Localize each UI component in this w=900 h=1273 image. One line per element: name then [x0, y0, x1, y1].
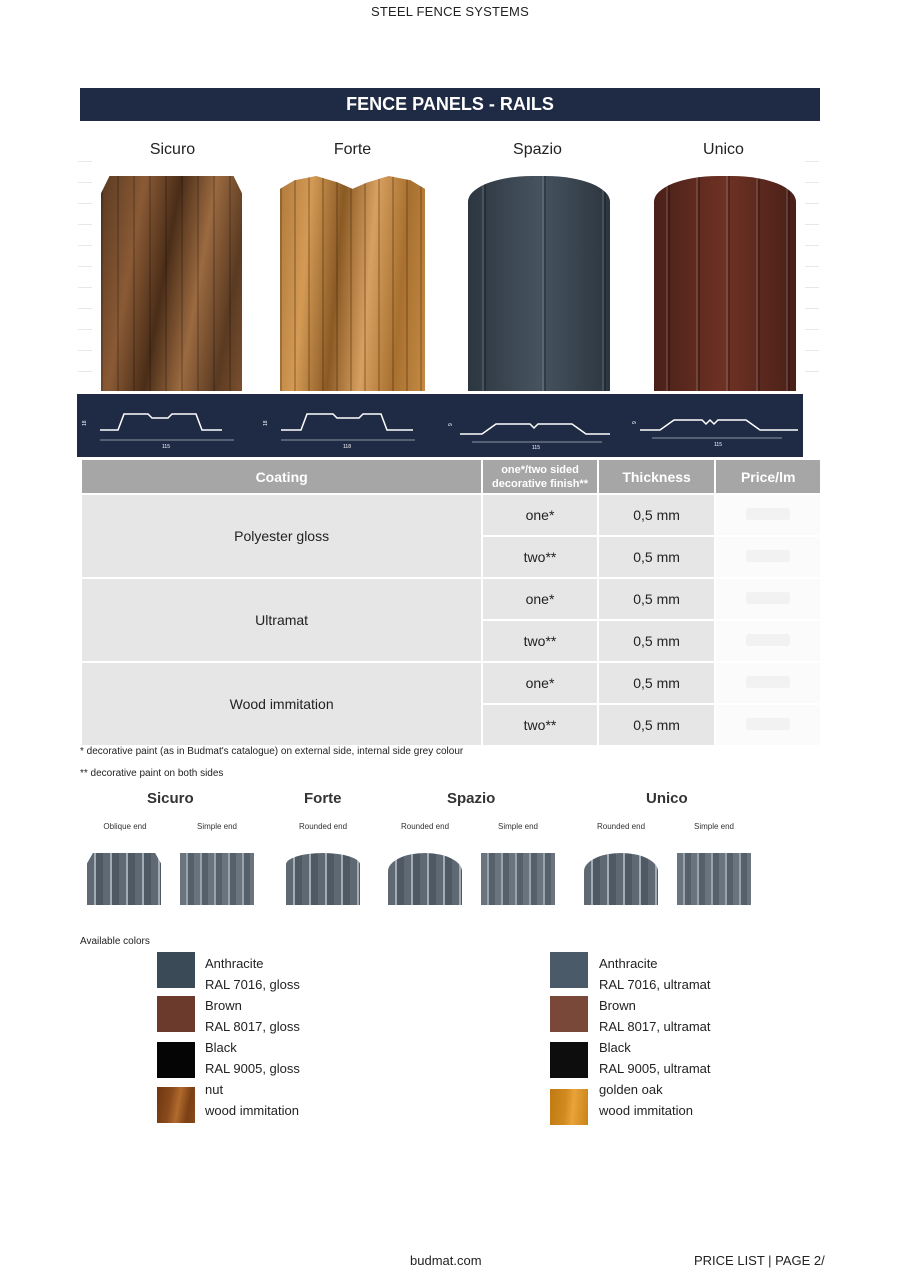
- thickness-cell: 0,5 mm: [599, 621, 715, 661]
- header-finish: one*/two sided decorative finish**: [483, 460, 597, 493]
- color-name: Black: [599, 1040, 631, 1055]
- profile-forte: [263, 400, 443, 450]
- color-name: Black: [205, 1040, 237, 1055]
- color-code: RAL 9005, ultramat: [599, 1061, 711, 1076]
- price-placeholder: [746, 550, 790, 562]
- section-banner: FENCE PANELS - RAILS: [80, 88, 820, 121]
- variant-caption: Rounded end: [298, 822, 348, 831]
- price-cell: [716, 621, 820, 661]
- finish-cell: two**: [483, 621, 597, 661]
- coating-cell: Polyester gloss: [82, 495, 481, 577]
- price-placeholder: [746, 634, 790, 646]
- variant-spazio-rounded-image: [388, 853, 462, 905]
- color-code: RAL 7016, ultramat: [599, 977, 711, 992]
- thickness-cell: 0,5 mm: [599, 663, 715, 703]
- swatch-black-ultramat: [550, 1042, 588, 1078]
- profile-unico-drawing: [622, 400, 802, 450]
- profile-height-label: 18: [263, 420, 269, 426]
- pricing-table: [80, 458, 822, 747]
- thickness-cell: 0,5 mm: [599, 495, 715, 535]
- profile-height-label: 9: [448, 423, 454, 426]
- finish-cell: two**: [483, 537, 597, 577]
- profile-forte-drawing: [263, 400, 443, 450]
- variant-spazio-simple-image: [481, 853, 555, 905]
- variant-caption: Rounded end: [400, 822, 450, 831]
- unico-panel-image: [654, 176, 796, 391]
- product-gallery: [80, 121, 820, 394]
- profile-spazio-drawing: [442, 400, 622, 450]
- thickness-cell: 0,5 mm: [599, 705, 715, 745]
- header-price: Price/lm: [716, 460, 820, 493]
- profile-unico: [622, 400, 802, 450]
- swatch-anthracite-ultramat: [550, 952, 588, 988]
- price-cell: [716, 495, 820, 535]
- table-row: [82, 495, 820, 535]
- coating-cell: Ultramat: [82, 579, 481, 661]
- product-name: Sicuro: [149, 141, 196, 158]
- finish-cell: one*: [483, 663, 597, 703]
- variant-caption: Simple end: [196, 822, 238, 831]
- variant-sicuro-oblique-image: [87, 853, 161, 905]
- coating-cell: Wood immitation: [82, 663, 481, 745]
- swatch-anthracite-gloss: [157, 952, 195, 988]
- spazio-panel-image: [468, 176, 610, 391]
- price-placeholder: [746, 676, 790, 688]
- price-cell: [716, 579, 820, 619]
- available-colors-label: Available colors: [80, 936, 150, 947]
- variant-forte-rounded-image: [286, 853, 360, 905]
- color-code: RAL 8017, gloss: [205, 1019, 300, 1034]
- price-placeholder: [746, 718, 790, 730]
- product-name: Unico: [703, 141, 744, 158]
- color-label-group: [599, 953, 711, 1121]
- swatch-brown-ultramat: [550, 996, 588, 1032]
- variant-title-sicuro: Sicuro: [147, 790, 194, 807]
- table-header-row: [82, 460, 820, 493]
- price-placeholder: [746, 592, 790, 604]
- finish-cell: one*: [483, 495, 597, 535]
- color-name: Anthracite: [599, 956, 658, 971]
- price-placeholder: [746, 508, 790, 520]
- color-label-group: [205, 953, 300, 1121]
- color-code: RAL 8017, ultramat: [599, 1019, 711, 1034]
- color-code: RAL 9005, gloss: [205, 1061, 300, 1076]
- profile-height-label: 18: [82, 420, 88, 426]
- profile-width-label: 115: [162, 444, 170, 450]
- variant-title-forte: Forte: [304, 790, 342, 807]
- product-forte: [260, 121, 445, 394]
- profile-width-label: 115: [532, 445, 540, 450]
- header-thickness: Thickness: [599, 460, 715, 493]
- thickness-cell: 0,5 mm: [599, 579, 715, 619]
- variant-title-unico: Unico: [646, 790, 688, 807]
- thickness-cell: 0,5 mm: [599, 537, 715, 577]
- forte-panel-image: [280, 176, 425, 391]
- header-coating: Coating: [82, 460, 481, 493]
- variant-caption: Rounded end: [596, 822, 646, 831]
- profile-sicuro: [82, 400, 262, 450]
- price-cell: [716, 663, 820, 703]
- sicuro-panel-image: [101, 176, 242, 391]
- finish-cell: one*: [483, 579, 597, 619]
- product-sicuro: [80, 121, 265, 394]
- swatch-golden-oak-wood: [550, 1089, 588, 1125]
- swatch-nut-wood: [157, 1087, 195, 1123]
- product-unico: [631, 121, 816, 394]
- color-code: wood immitation: [205, 1103, 299, 1118]
- finish-cell: two**: [483, 705, 597, 745]
- profile-sicuro-drawing: [82, 400, 262, 450]
- table-row: [82, 663, 820, 703]
- variant-caption: Simple end: [497, 822, 539, 831]
- footnote-two-sided: ** decorative paint on both sides: [80, 768, 224, 779]
- variant-caption: Simple end: [693, 822, 735, 831]
- color-code: RAL 7016, gloss: [205, 977, 300, 992]
- color-name: Brown: [205, 998, 242, 1013]
- profile-drawings: [77, 394, 803, 457]
- profile-width-label: 115: [714, 442, 722, 448]
- variant-title-spazio: Spazio: [447, 790, 496, 807]
- product-spazio: [445, 121, 630, 394]
- footnote-one-sided: * decorative paint (as in Budmat's catalogue) on external side, internal side grey colour: [80, 746, 464, 757]
- profile-spazio: [442, 400, 622, 450]
- variant-unico-simple-image: [677, 853, 751, 905]
- variant-caption: Oblique end: [103, 822, 147, 831]
- footer-page-number: PRICE LIST | PAGE 2/: [694, 1253, 825, 1268]
- color-code: wood immitation: [599, 1103, 693, 1118]
- swatch-brown-gloss: [157, 996, 195, 1032]
- variant-unico-rounded-image: [584, 853, 658, 905]
- product-name: Forte: [333, 141, 372, 158]
- table-row: [82, 579, 820, 619]
- document-header: STEEL FENCE SYSTEMS: [371, 4, 529, 19]
- swatch-black-gloss: [157, 1042, 195, 1078]
- price-cell: [716, 537, 820, 577]
- footer-website: budmat.com: [410, 1253, 482, 1268]
- product-name: Spazio: [513, 141, 562, 158]
- profile-width-label: 118: [343, 444, 351, 450]
- color-name: Brown: [599, 998, 636, 1013]
- color-name: nut: [205, 1082, 224, 1097]
- profile-height-label: 9: [632, 421, 638, 424]
- color-name: golden oak: [599, 1082, 663, 1097]
- color-name: Anthracite: [205, 956, 264, 971]
- variant-sicuro-simple-image: [180, 853, 254, 905]
- price-cell: [716, 705, 820, 745]
